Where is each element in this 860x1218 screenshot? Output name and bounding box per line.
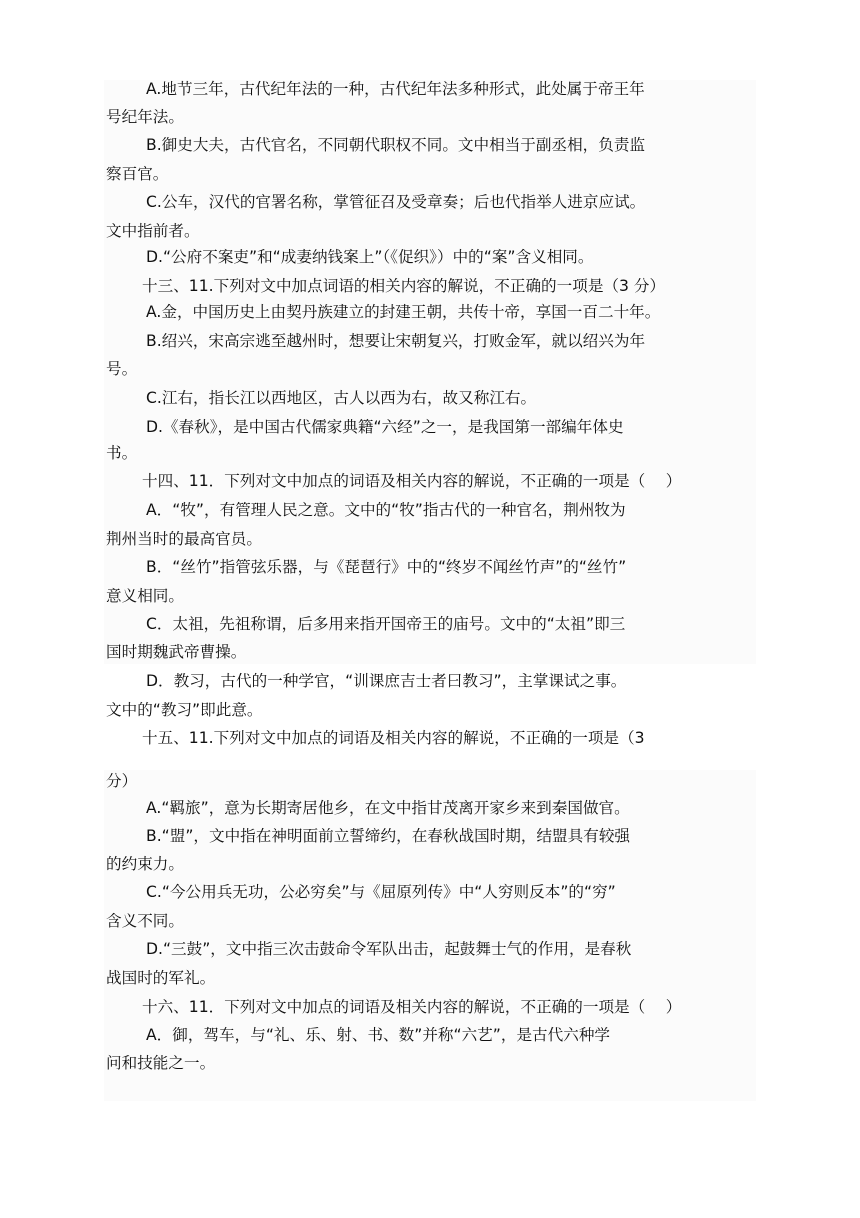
option-text-line: 书。 <box>106 444 138 462</box>
option-text-line: B．“丝竹”指管弦乐器，与《琵琶行》中的“终岁不闻丝竹声”的“丝竹” <box>146 558 627 576</box>
option-text-line: 的约束力。 <box>106 855 184 873</box>
option-text-line: A.金，中国历史上由契丹族建立的封建王朝，共传十帝，享国一百二十年。 <box>146 303 661 321</box>
option-text-line: B.绍兴，宋高宗逃至越州时，想要让宋朝复兴，打败金军，就以绍兴为年 <box>146 332 646 350</box>
option-text-line: B.“盟”，文中指在神明面前立誓缔约，在春秋战国时期，结盟具有较强 <box>146 827 631 845</box>
option-text-line: A.地节三年，古代纪年法的一种，古代纪年法多种形式，此处属于帝王年 <box>146 80 645 98</box>
question-heading-line: 分） <box>106 772 138 790</box>
option-text-line: 含义不同。 <box>106 912 184 930</box>
option-text-line: 文中指前者。 <box>106 222 200 240</box>
option-text-line: C.公车，汉代的官署名称，掌管征召及受章奏；后也代指举人进京应试。 <box>146 193 646 211</box>
option-text-line: 荆州当时的最高官员。 <box>106 530 262 548</box>
option-text-line: 文中的“教习”即此意。 <box>106 701 263 719</box>
option-text-line: 国时期魏武帝曹操。 <box>106 643 247 661</box>
option-text-line: C.“今公用兵无功，公必穷矣”与《屈原列传》中“人穷则反本”的“穷” <box>146 883 616 901</box>
option-text-line: A．御，驾车，与“礼、乐、射、书、数”并称“六艺”，是古代六种学 <box>146 1026 611 1044</box>
option-text-line: 意义相同。 <box>106 587 184 605</box>
option-text-line: 号纪年法。 <box>106 108 184 126</box>
option-text-line: 号。 <box>106 360 138 378</box>
question-heading-line: 十三、11.下列对文中加点词语的相关内容的解说，不正确的一项是（3 分） <box>142 277 666 295</box>
option-text-line: B.御史大夫，古代官名，不同朝代职权不同。文中相当于副丞相，负责监 <box>146 136 646 154</box>
option-text-line: D.“公府不案吏”和“成妻纳钱案上”（《促织》）中的“案”含义相同。 <box>146 248 594 266</box>
option-text-line: 察百官。 <box>106 165 169 183</box>
question-heading-line: 十五、11.下列对文中加点的词语及相关内容的解说，不正确的一项是（3 <box>142 729 645 747</box>
option-text-line: C.江右，指长江以西地区，古人以西为右，故又称江右。 <box>146 389 537 407</box>
option-text-line: 问和技能之一。 <box>106 1054 216 1072</box>
question-heading-line: 十六、11．下列对文中加点的词语及相关内容的解说，不正确的一项是（ ） <box>142 998 682 1016</box>
option-text-line: 战国时的军礼。 <box>106 969 216 987</box>
option-text-line: D.《春秋》，是中国古代儒家典籍“六经”之一，是我国第一部编年体史 <box>146 418 624 436</box>
question-heading-line: 十四、11．下列对文中加点的词语及相关内容的解说，不正确的一项是（ ） <box>142 472 682 490</box>
option-text-line: D．教习，古代的一种学官，“训课庶吉士者曰教习”，主掌课试之事。 <box>146 672 627 690</box>
option-text-line: A．“牧”，有管理人民之意。文中的“牧”指古代的一种官名，荆州牧为 <box>146 501 626 519</box>
option-text-line: C．太祖，先祖称谓，后多用来指开国帝王的庙号。文中的“太祖”即三 <box>146 615 626 633</box>
option-text-line: A.“羁旅”，意为长期寄居他乡，在文中指甘茂离开家乡来到秦国做官。 <box>146 799 630 817</box>
option-text-line: D.“三鼓”，文中指三次击鼓命令军队出击，起鼓舞士气的作用，是春秋 <box>146 940 632 958</box>
